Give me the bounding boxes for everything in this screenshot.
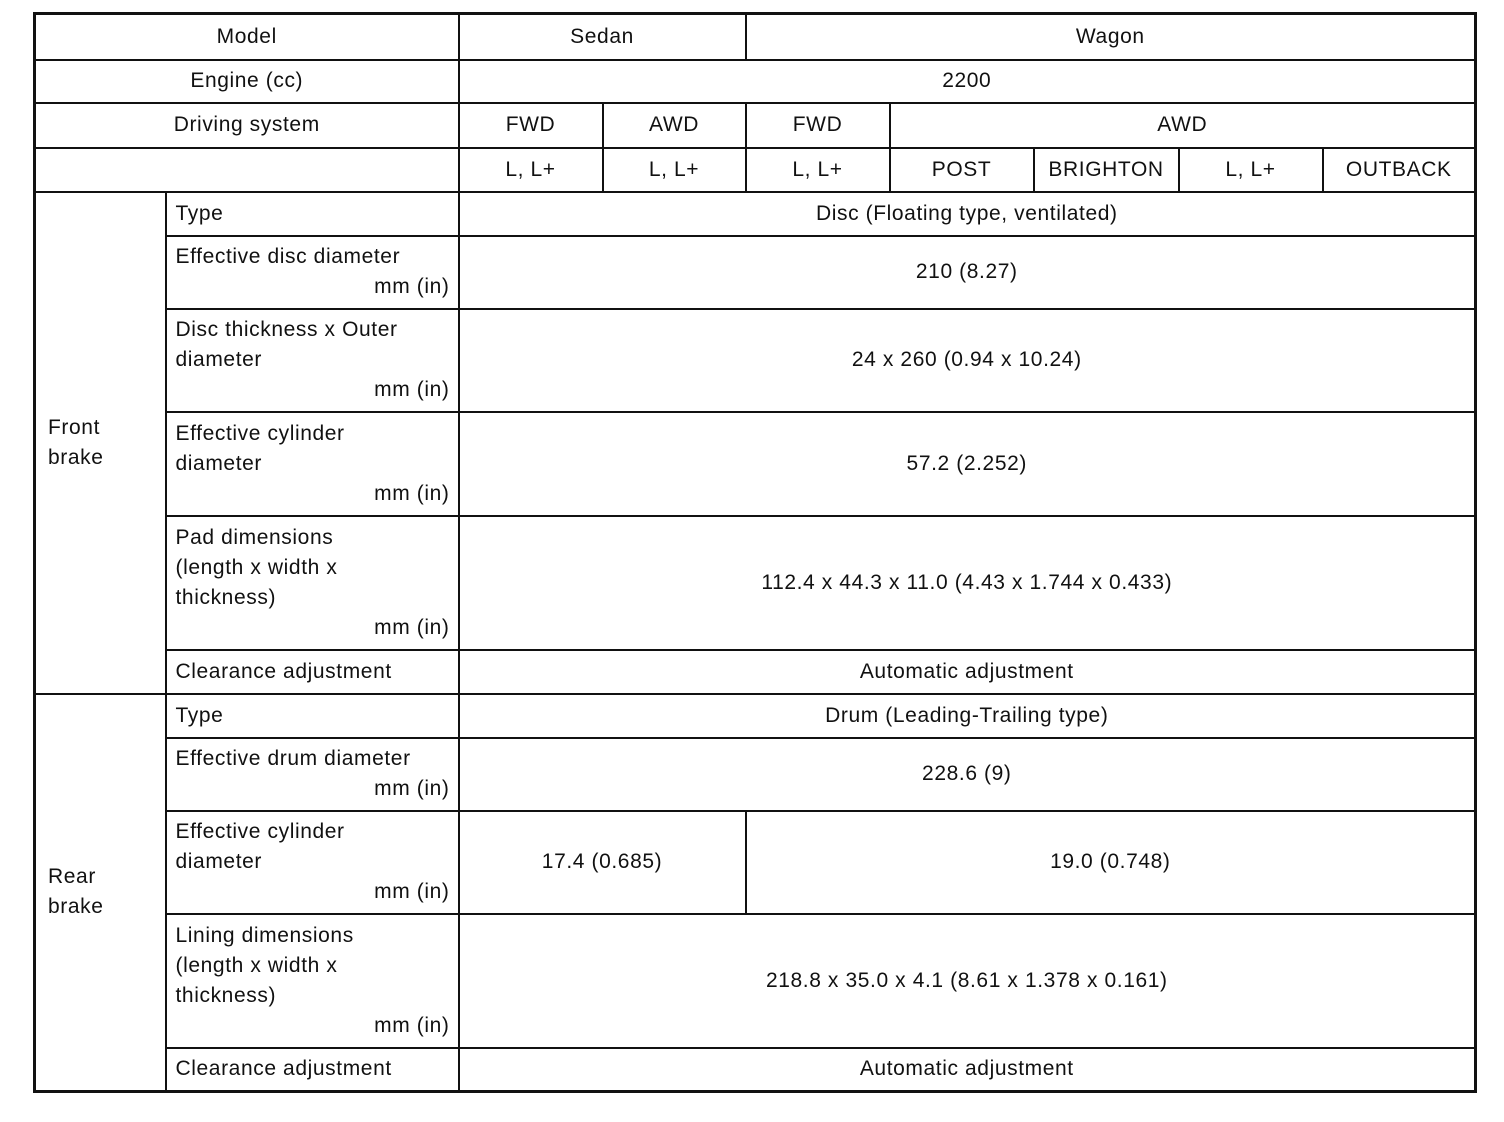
rear-cylinder-label: Effective cylinder diameter mm (in) — [166, 811, 459, 914]
grade-cell: L, L+ — [459, 148, 603, 192]
driving-row — [35, 103, 1476, 148]
rear-cylinder-value-sedan: 17.4 (0.685) — [459, 811, 746, 914]
front-clearance-row — [35, 650, 1476, 694]
brake-spec-table — [33, 12, 1477, 1093]
rear-brake-group-label: Rear brake — [35, 694, 166, 1092]
grade-cell: POST — [890, 148, 1034, 192]
rear-drum-diameter-value: 228.6 (9) — [459, 738, 1476, 811]
engine-value: 2200 — [459, 60, 1476, 103]
front-cylinder-value: 57.2 (2.252) — [459, 412, 1476, 516]
front-cylinder-label: Effective cylinder diameter mm (in) — [166, 412, 459, 516]
rear-lining-value: 218.8 x 35.0 x 4.1 (8.61 x 1.378 x 0.161) — [459, 914, 1476, 1048]
driving-label: Driving system — [35, 103, 459, 148]
grade-cell: L, L+ — [603, 148, 746, 192]
grade-cell: OUTBACK — [1323, 148, 1476, 192]
model-label: Model — [35, 14, 459, 60]
model-row — [35, 14, 1476, 60]
grade-cell: L, L+ — [1179, 148, 1323, 192]
front-disc-thickness-label: Disc thickness x Outer diameter mm (in) — [166, 309, 459, 412]
front-disc-diameter-value: 210 (8.27) — [459, 236, 1476, 309]
drive-wagon-awd: AWD — [890, 103, 1476, 148]
sedan-header: Sedan — [459, 14, 746, 60]
engine-label: Engine (cc) — [35, 60, 459, 103]
rear-type-label: Type — [166, 694, 459, 738]
front-cylinder-row — [35, 412, 1476, 516]
grade-label-empty — [35, 148, 459, 192]
drive-sedan-awd: AWD — [603, 103, 746, 148]
front-brake-group-label: Front brake — [35, 192, 166, 694]
front-disc-thickness-value: 24 x 260 (0.94 x 10.24) — [459, 309, 1476, 412]
front-pad-row — [35, 516, 1476, 650]
front-pad-value: 112.4 x 44.3 x 11.0 (4.43 x 1.744 x 0.433) — [459, 516, 1476, 650]
rear-clearance-row — [35, 1048, 1476, 1092]
front-disc-diameter-label: Effective disc diameter mm (in) — [166, 236, 459, 309]
drive-wagon-fwd: FWD — [746, 103, 890, 148]
front-type-row — [35, 192, 1476, 236]
rear-type-row — [35, 694, 1476, 738]
grade-cell: BRIGHTON — [1034, 148, 1179, 192]
front-pad-label: Pad dimensions (length x width x thickness) mm (in) — [166, 516, 459, 650]
front-disc-thickness-row — [35, 309, 1476, 412]
front-disc-diameter-row — [35, 236, 1476, 309]
front-clearance-value: Automatic adjustment — [459, 650, 1476, 694]
front-type-value: Disc (Floating type, ventilated) — [459, 192, 1476, 236]
rear-lining-label: Lining dimensions (length x width x thickness) mm (in) — [166, 914, 459, 1048]
rear-cylinder-value-wagon: 19.0 (0.748) — [746, 811, 1476, 914]
wagon-header: Wagon — [746, 14, 1476, 60]
front-clearance-label: Clearance adjustment — [166, 650, 459, 694]
drive-sedan-fwd: FWD — [459, 103, 603, 148]
grade-cell: L, L+ — [746, 148, 890, 192]
rear-clearance-value: Automatic adjustment — [459, 1048, 1476, 1092]
rear-cylinder-row — [35, 811, 1476, 914]
engine-row — [35, 60, 1476, 103]
rear-lining-row — [35, 914, 1476, 1048]
front-type-label: Type — [166, 192, 459, 236]
rear-clearance-label: Clearance adjustment — [166, 1048, 459, 1092]
rear-type-value: Drum (Leading-Trailing type) — [459, 694, 1476, 738]
rear-drum-diameter-row — [35, 738, 1476, 811]
grade-row — [35, 148, 1476, 192]
rear-drum-diameter-label: Effective drum diameter mm (in) — [166, 738, 459, 811]
